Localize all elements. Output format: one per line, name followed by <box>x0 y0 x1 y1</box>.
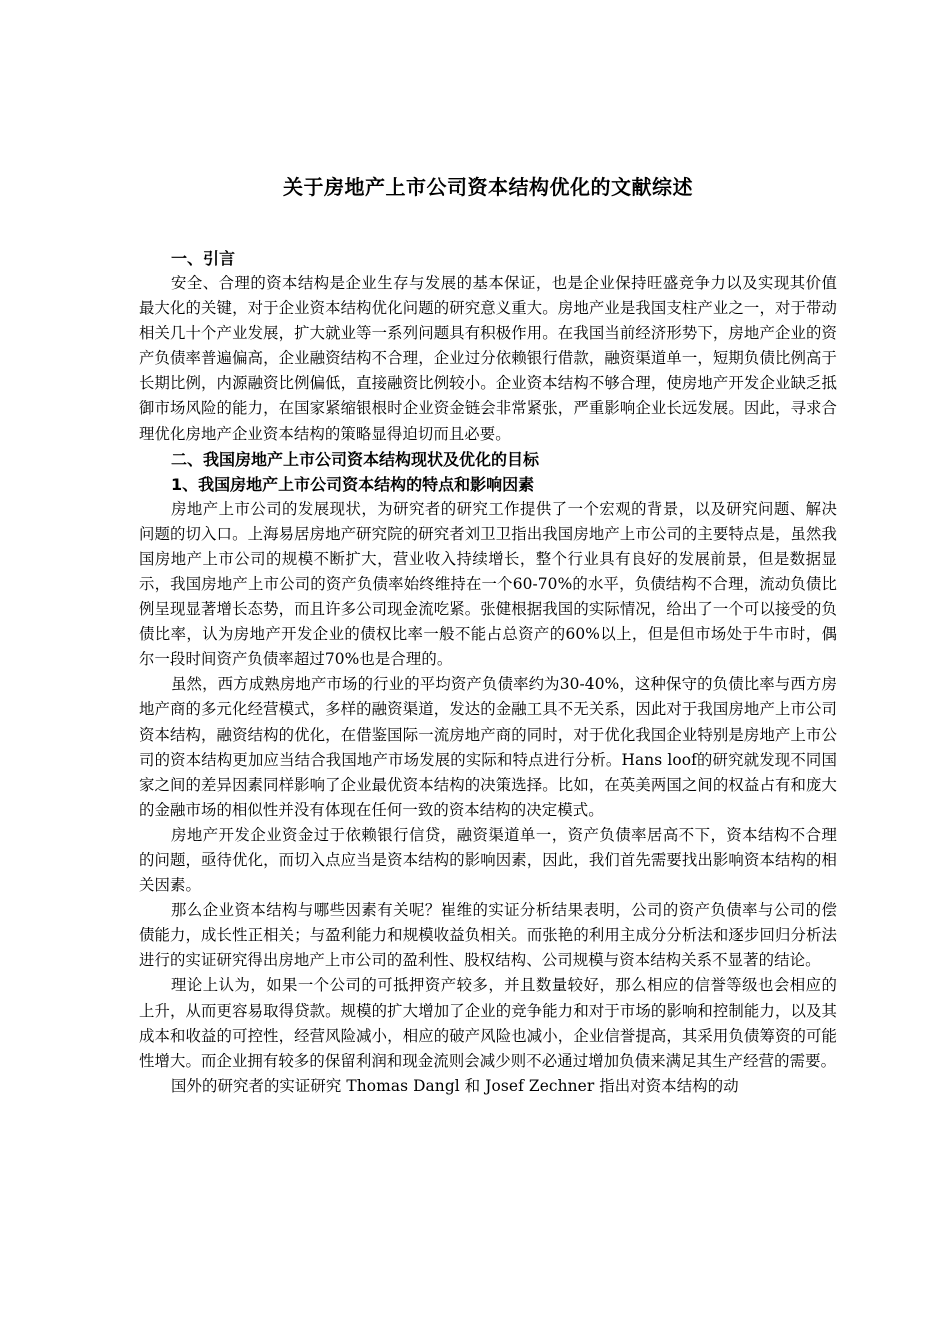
paragraph-influencing-factors: 那么企业资本结构与哪些因素有关呢？崔维的实证分析结果表明，公司的资产负债率与公司的偿债能力，成长性正相关；与盈利能力和规模收益负相关。而张艳的利用主成分分析法和逐步回归分析法进行的实证研究得出房地产上市公司的盈利性、股权结构、公司规模与资本结构关系不显著的结论。 <box>139 901 837 970</box>
section-heading-status-and-goals: 二、我国房地产上市公司资本结构现状及优化的目标 <box>171 449 540 469</box>
subsection-heading-features-and-factors: 1、我国房地产上市公司资本结构的特点和影响因素 <box>171 474 535 494</box>
paragraph-theory: 理论上认为，如果一个公司的可抵押资产较多，并且数量较好，那么相应的信誉等级也会相应的上升，从而更容易取得贷款。规模的扩大增加了企业的竞争能力和对于市场的影响和控制能力，以及其成本和收益的可控性，经营风险减小，相应的破产风险也减小，企业信誉提高，其采用负债筹资的可能性增大。而企业拥有较多的保留利润和现金流则会减少则不必通过增加负债来满足其生产经营的需要。 <box>139 976 837 1070</box>
document-body <box>139 246 837 1099</box>
paragraph-bank-reliance: 房地产开发企业资金过于依赖银行信贷，融资渠道单一，资产负债率居高不下，资本结构不合理的问题，亟待优化，而切入点应当是资本结构的影响因素，因此，我们首先需要找出影响资本结构的相关因素。 <box>139 825 837 895</box>
paragraph-foreign-research: 国外的研究者的实证研究 Thomas Dangl 和 Josef Zechner 指出对资本结构的动 <box>171 1076 739 1095</box>
document-title: 关于房地产上市公司资本结构优化的文献综述 <box>283 175 693 199</box>
paragraph-introduction: 安全、合理的资本结构是企业生存与发展的基本保证，也是企业保持旺盛竞争力以及实现其价值最大化的关键，对于企业资本结构优化问题的研究意义重大。房地产业是我国支柱产业之一，对于带动相关几十个产业发展，扩大就业等一系列问题具有积极作用。在我国当前经济形势下，房地产企业的资产负债率普遍偏高，企业融资结构不合理，企业过分依赖银行借款，融资渠道单一，短期负债比例高于长期比例，内源融资比例偏低，直接融资比例较小。企业资本结构不够合理，使房地产开发企业缺乏抵御市场风险的能力，在国家紧缩银根时企业资金链会非常紧张，严重影响企业长远发展。因此，寻求合理优化房地产企业资本结构的策略显得迫切而且必要。 <box>139 274 837 443</box>
section-heading-introduction: 一、引言 <box>171 249 236 268</box>
paragraph-western-comparison: 虽然，西方成熟房地产市场的行业的平均资产负债率约为30-40%，这种保守的负债比率与西方房地产商的多元化经营模式，多样的融资渠道，发达的金融工具不无关系，因此对于我国房地产上市公司资本结构，融资结构的优化，在借鉴国际一流房地产商的同时，对于优化我国企业特别是房地产上市公司的资本结构更加应当结合我国地产市场发展的实际和特点进行分析。Hans loof的研究就发现不同国家之间的差异因素同样影响了企业最优资本结构的决策选择。比如，在英美两国之间的权益占有和庞大的金融市场的相似性并没有体现在任何一致的资本结构的决定模式。 <box>139 675 837 819</box>
paragraph-current-status: 房地产上市公司的发展现状，为研究者的研究工作提供了一个宏观的背景，以及研究问题、解决问题的切入口。上海易居房地产研究院的研究者刘卫卫指出我国房地产上市公司的主要特点是，虽然我国房地产上市公司的规模不断扩大，营业收入持续增长，整个行业具有良好的发展前景，但是数据显示，我国房地产上市公司的资产负债率始终维持在一个60-70%的水平，负债结构不合理，流动负债比例呈现显著增长态势，而且许多公司现金流吃紧。张健根据我国的实际情况，给出了一个可以接受的负债比率，认为房地产开发企业的债权比率一般不能占总资产的60%以上，但是但市场处于牛市时，偶尔一段时间资产负债率超过70%也是合理的。 <box>139 499 837 669</box>
